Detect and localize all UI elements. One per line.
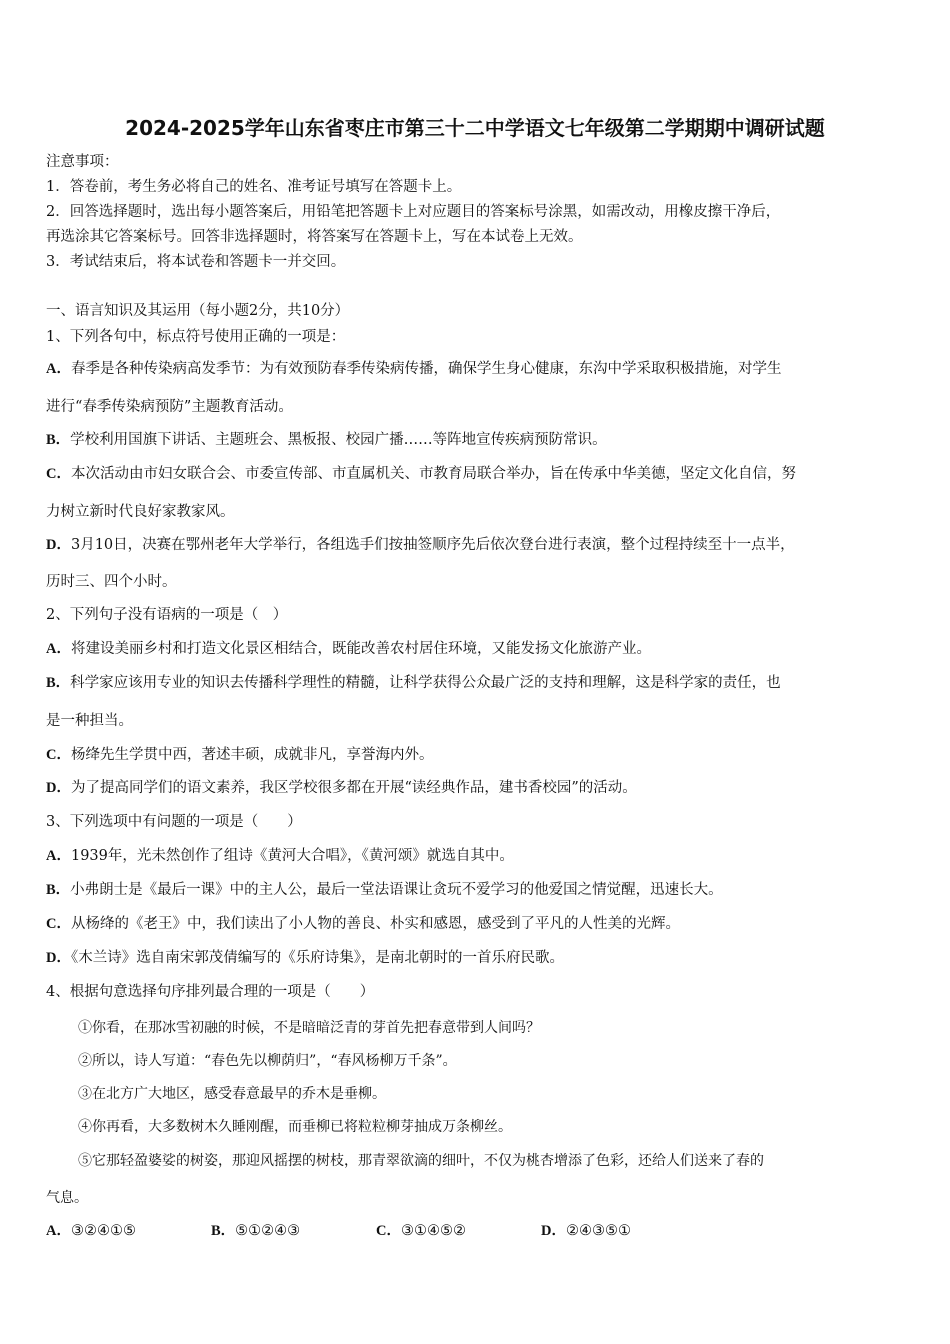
q2-option-b (46, 673, 781, 693)
option-label: C． (376, 1223, 401, 1239)
q4-sentence-1: ①你看，在那冰雪初融的时候，不是暗暗泛青的芽首先把春意带到人间吗？ (78, 1020, 540, 1036)
option-text: 本次活动由市妇女联合会、市委宣传部、市直属机关、市教育局联合举办，旨在传承中华美德，坚定文化自信，努 (70, 466, 796, 482)
option-text: ②④③⑤① (565, 1223, 631, 1239)
q4-option-d (541, 1221, 701, 1241)
option-label: A． (46, 848, 71, 864)
option-text: 杨绛先生学贯中西，著述丰硕，成就非凡，享誉海内外。 (70, 747, 434, 763)
notice-heading: 注意事项： (46, 154, 119, 170)
option-text: ⑤①②④③ (235, 1223, 301, 1239)
option-label: A． (46, 361, 71, 377)
q4-sentence-2: ②所以，诗人写道：“春色先以柳荫归”，“春风杨柳万千条”。 (78, 1053, 457, 1069)
option-text: 学校利用国旗下讲话、主题班会、黑板报、校园广播……等阵地宣传疾病预防常识。 (70, 432, 607, 448)
option-label: C． (46, 916, 71, 932)
q4-answer-options (46, 1221, 701, 1241)
option-text: ③①④⑤② (400, 1223, 466, 1239)
q1-option-a (46, 359, 781, 379)
notice-item-3: 3．考试结束后，将本试卷和答题卡一并交回。 (46, 254, 346, 270)
q3-option-d (46, 948, 564, 968)
option-label: B． (211, 1223, 236, 1239)
option-label: D． (541, 1223, 566, 1239)
q3-option-b (46, 880, 723, 900)
option-label: C． (46, 466, 71, 482)
option-text: 1939年，光未然创作了组诗《黄河大合唱》，《黄河颂》就选自其中。 (70, 848, 514, 864)
option-text: 科学家应该用专业的知识去传播科学理性的精髓，让科学获得公众最广泛的支持和理解，这是科学家的责任，也 (70, 675, 781, 691)
option-label: B． (46, 882, 71, 898)
option-text: ③②④①⑤ (70, 1223, 136, 1239)
q2-stem: 2、下列句子没有语病的一项是（ ） (46, 607, 288, 623)
option-label: C． (46, 747, 71, 763)
notice-item-1: 1．答卷前，考生务必将自己的姓名、准考证号填写在答题卡上。 (46, 179, 462, 195)
option-text: 从杨绛的《老王》中，我们读出了小人物的善良、朴实和感恩，感受到了平凡的人性美的光辉。 (70, 916, 680, 932)
option-label: D． (46, 780, 71, 796)
option-text: 为了提高同学们的语文素养，我区学校很多都在开展“读经典作品，建书香校园”的活动。 (70, 780, 637, 796)
q4-option-c (376, 1221, 541, 1241)
section-heading: 一、语言知识及其运用（每小题2分，共10分） (46, 303, 350, 319)
q1-option-a-cont: 进行“春季传染病预防”主题教育活动。 (46, 399, 293, 415)
q1-option-d (46, 535, 795, 555)
q2-option-d (46, 778, 637, 798)
q1-option-c-cont: 力树立新时代良好家教家风。 (46, 504, 235, 520)
q4-sentence-5: ⑤它那轻盈婆娑的树姿，那迎风摇摆的树枝，那青翠欲滴的细叶，不仅为桃杏增添了色彩，还给人们送来了春的 (78, 1153, 764, 1169)
option-label: A． (46, 641, 71, 657)
page-title: 2024-2025学年山东省枣庄市第三十二中学语文七年级第二学期期中调研试题 (125, 116, 825, 140)
option-label: A． (46, 1223, 71, 1239)
q3-stem: 3、下列选项中有问题的一项是（ ） (46, 814, 302, 830)
q4-option-b (211, 1221, 376, 1241)
q3-option-a (46, 846, 514, 866)
option-text: 春季是各种传染病高发季节：为有效预防春季传染病传播，确保学生身心健康，东沟中学采取积极措施，对学生 (70, 361, 782, 377)
option-text: 《木兰诗》选自南宋郭茂倩编写的《乐府诗集》，是南北朝时的一首乐府民歌。 (70, 950, 564, 966)
q1-option-d-cont: 历时三、四个小时。 (46, 574, 177, 590)
option-text: 小弗朗士是《最后一课》中的主人公，最后一堂法语课让贪玩不爱学习的他爱国之情觉醒，迅速长大。 (70, 882, 723, 898)
q2-option-a (46, 639, 651, 659)
q1-option-b (46, 430, 607, 450)
notice-item-2: 2．回答选择题时，选出每小题答案后，用铅笔把答题卡上对应题目的答案标号涂黑，如需改动，用橡皮擦干净后， (46, 204, 781, 220)
option-label: B． (46, 675, 71, 691)
notice-item-2-cont: 再选涂其它答案标号。回答非选择题时，将答案写在答题卡上，写在本试卷上无效。 (46, 229, 583, 245)
q4-sentence-4: ④你再看，大多数树木久睡刚醒，而垂柳已将粒粒柳芽抽成万条柳丝。 (78, 1119, 512, 1135)
q1-stem: 1、下列各句中，标点符号使用正确的一项是： (46, 329, 346, 345)
q4-stem: 4、根据句意选择句序排列最合理的一项是（ ） (46, 984, 375, 1000)
q4-sentence-3: ③在北方广大地区，感受春意最早的乔木是垂柳。 (78, 1086, 386, 1102)
q3-option-c (46, 914, 680, 934)
q1-option-c (46, 464, 796, 484)
option-text: 将建设美丽乡村和打造文化景区相结合，既能改善农村居住环境，又能发扬文化旅游产业。 (70, 641, 651, 657)
q4-sentence-5-cont: 气息。 (46, 1190, 88, 1206)
option-label: B． (46, 432, 71, 448)
q2-option-b-cont: 是一种担当。 (46, 713, 133, 729)
q4-option-a (46, 1221, 211, 1241)
option-text: 3月10日，决赛在鄂州老年大学举行，各组选手们按抽签顺序先后依次登台进行表演，整个过程持续至十一点半， (70, 537, 795, 553)
q2-option-c (46, 745, 433, 765)
option-label: D． (46, 537, 71, 553)
option-label: D． (46, 950, 71, 966)
